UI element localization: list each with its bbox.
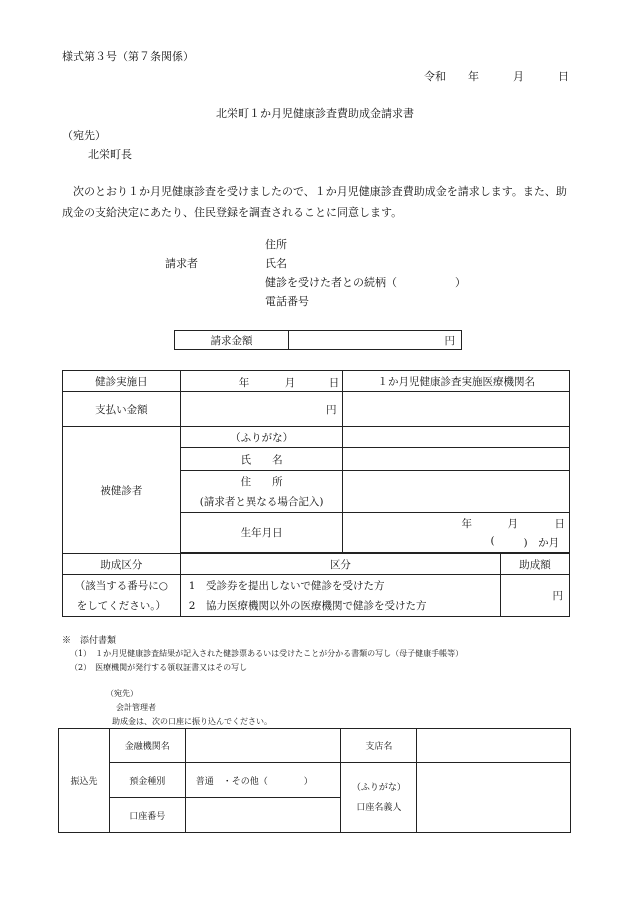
claim-amount-label: 請求金額	[175, 331, 289, 350]
subsidy-note-line2: をしてください。）	[76, 599, 167, 612]
subsidy-category-note	[63, 575, 181, 617]
examination-table	[62, 370, 570, 617]
category-header: 区分	[180, 554, 500, 575]
transfer-instruction-text: 助成金は、次の口座に振り込んでください。	[112, 717, 272, 726]
furigana-field[interactable]	[343, 427, 570, 448]
category-option-1[interactable]: 1 受診券を提出しないで健診を受けた方	[188, 579, 385, 592]
form-number: 様式第３号（第７条関係）	[62, 50, 194, 63]
holder-title: 口座名義人	[356, 802, 402, 813]
claimant-name-label: 氏名	[265, 257, 287, 270]
subsidy-note-line1: （該当する番号に○	[74, 579, 168, 592]
birthdate-field[interactable]	[343, 513, 570, 553]
date-day-unit: 日	[558, 70, 569, 83]
attachment-item-2: （2） 医療機関が発行する領収証書又はその写し	[70, 663, 248, 672]
payment-field[interactable]: 円	[180, 392, 343, 427]
attachments-heading: ※ 添付書類	[62, 636, 117, 646]
age-open: (	[490, 535, 495, 547]
category-options	[180, 575, 500, 617]
category-option-2[interactable]: 2 協力医療機関以外の医療機関で健診を受けた方	[188, 599, 427, 612]
examinee-address-label	[180, 471, 343, 513]
holder-furigana: （ふりがな）	[351, 782, 406, 793]
bank-name-label: 金融機関名	[109, 729, 185, 763]
transfer-addressee-name: 会計管理者	[116, 703, 156, 712]
subsidy-category-label: 助成区分	[63, 554, 181, 575]
holder-field[interactable]	[417, 763, 571, 833]
claimant-phone-label: 電話番号	[265, 295, 309, 308]
amount-header: 助成額	[501, 554, 570, 575]
exam-date-month: 月	[284, 377, 296, 389]
account-type-label: 預金種別	[109, 763, 185, 798]
birth-day: 日	[554, 518, 565, 530]
branch-field[interactable]	[417, 729, 571, 763]
account-type-field[interactable]: 普通 ・その他（ ）	[185, 763, 341, 798]
examinee-address-field[interactable]	[343, 471, 570, 513]
bank-name-field[interactable]	[185, 729, 341, 763]
examinee-address-note: (請求者と異なる場合記入)	[199, 495, 324, 508]
exam-date-day: 日	[328, 377, 340, 389]
claimant-relation-label: 健診を受けた者との続柄（	[265, 276, 397, 289]
examinee-name-label: 氏 名	[180, 448, 343, 471]
exam-date-field[interactable]	[180, 371, 343, 392]
intro-text: 次のとおり１か月児健康診査を受けましたので、１か月児健康診査費助成金を請求します。また、助成金の支給決定にあたり、住民登録を調査されることに同意します。	[62, 185, 567, 219]
payment-label: 支払い金額	[63, 392, 181, 427]
account-number-field[interactable]	[185, 798, 341, 833]
claim-amount-table	[174, 330, 462, 350]
bank-transfer-table	[58, 728, 571, 833]
date-era: 令和	[424, 70, 446, 83]
claimant-label: 請求者	[165, 257, 198, 270]
examinee-address-title: 住 所	[240, 475, 283, 488]
transfer-section-label: 振込先	[59, 729, 110, 833]
addressee-name: 北栄町長	[88, 148, 132, 161]
subsidy-amount-field[interactable]: 円	[501, 575, 570, 617]
claimant-address-label: 住所	[265, 238, 287, 251]
holder-label	[341, 763, 417, 833]
account-number-label: 口座番号	[109, 798, 185, 833]
attachment-item-1: （1） １か月児健康診査結果が記入された健診票あるいは受けたことが分かる書類の写し（母子健康手帳等）	[70, 649, 464, 658]
institution-field[interactable]	[343, 392, 570, 427]
addressee-label: （宛先）	[62, 129, 106, 142]
examinee-name-field[interactable]	[343, 448, 570, 471]
exam-date-year: 年	[238, 377, 250, 389]
birth-year: 年	[461, 518, 472, 530]
branch-label: 支店名	[341, 729, 417, 763]
claimant-relation-close: ）	[455, 276, 466, 289]
date-month-unit: 月	[513, 70, 524, 83]
claim-amount-field[interactable]: 円	[289, 331, 462, 350]
transfer-addressee-label: （宛先）	[106, 689, 138, 698]
date-year-unit: 年	[468, 70, 479, 83]
age-months: ) か月	[523, 537, 560, 549]
furigana-label: （ふりがな）	[180, 427, 343, 448]
birth-month: 月	[507, 518, 518, 530]
institution-label: １か月児健康診査実施医療機関名	[343, 371, 570, 392]
exam-date-label: 健診実施日	[63, 371, 181, 392]
examinee-label: 被健診者	[63, 427, 181, 554]
document-title: 北栄町１か月児健康診査費助成金請求書	[216, 107, 414, 120]
birthdate-label: 生年月日	[180, 513, 343, 553]
